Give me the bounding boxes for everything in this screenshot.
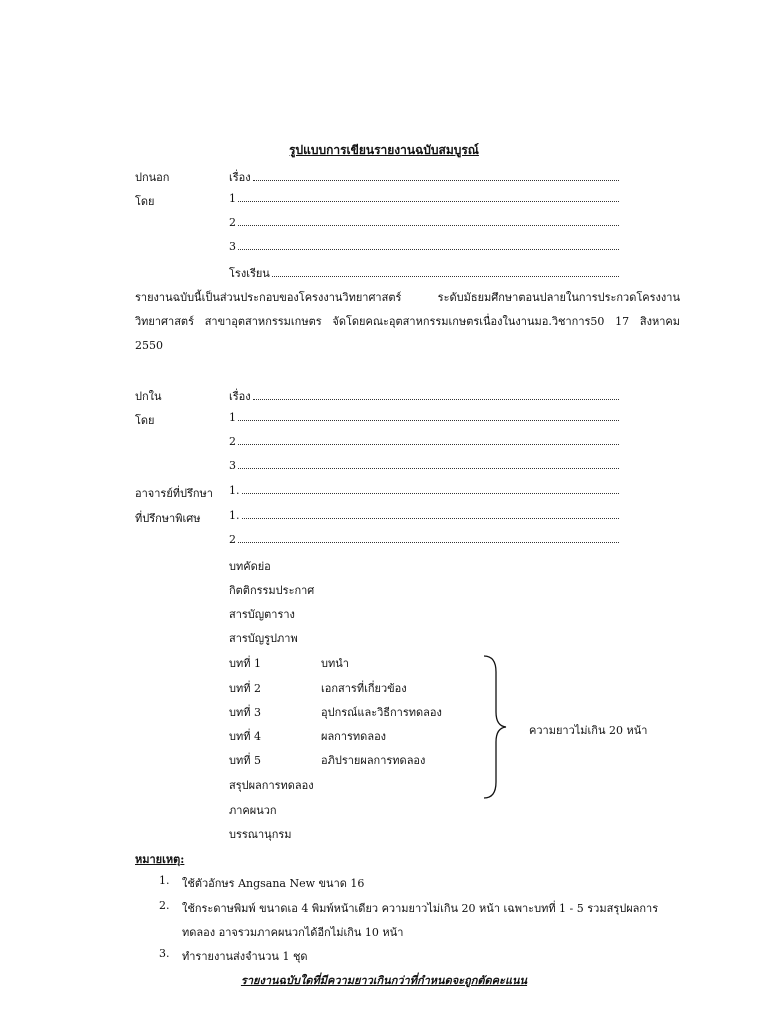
note-1-number: 1. — [159, 874, 170, 887]
inner-cover-label: ปกใน — [135, 390, 162, 403]
member-number: 2 — [229, 216, 236, 229]
special-advisor-number: 2 — [229, 533, 236, 546]
chapter-4-number: บทที่ 4 — [229, 730, 261, 743]
outer-member-1 — [229, 192, 619, 205]
outer-subject-label: เรื่อง — [229, 171, 251, 184]
chapter-1-title: บทนำ — [321, 657, 349, 670]
section-acknowledgement: กิตติกรรมประกาศ — [229, 584, 315, 597]
inner-member-1 — [229, 411, 619, 424]
section-table-list: สารบัญตาราง — [229, 608, 295, 621]
note-1-text: ใช้ตัวอักษร Angsana New ขนาด 16 — [182, 877, 365, 890]
outer-subject-field — [229, 168, 619, 186]
dotted-line — [272, 267, 619, 277]
dotted-line — [242, 509, 620, 519]
outer-school-field — [229, 264, 619, 282]
special-advisor-2 — [229, 533, 619, 546]
footer-warning: รายงานฉบับใดที่มีความยาวเกินกว่าที่กำหนดจะถูกตัดคะแนน — [240, 974, 528, 987]
chapter-4-title: ผลการทดลอง — [321, 730, 387, 743]
chapter-5-title: อภิปรายผลการทดลอง — [321, 754, 426, 767]
notes-title: หมายเหตุ: — [135, 853, 185, 866]
inner-member-3 — [229, 459, 619, 472]
dotted-line — [238, 240, 619, 250]
dotted-line — [253, 390, 619, 400]
member-number: 1 — [229, 411, 236, 424]
note-3-text: ทำรายงานส่งจำนวน 1 ชุด — [182, 950, 308, 963]
chapter-1-number: บทที่ 1 — [229, 657, 261, 670]
outer-by-label: โดย — [135, 195, 155, 208]
advisor-number: 1. — [229, 484, 240, 497]
statement-paragraph: รายงานฉบับนี้เป็นส่วนประกอบของโครงงานวิทยาศาสตร์ ระดับมัธยมศึกษาตอนปลายในการประกวดโครงงานวิทยาศาสตร์ สาขาอุตสาหกรรมเกษตร จัดโดยคณะอุตสาหกรรมเกษตรเนื่องในงานมอ.วิชาการ50 17 สิงหาคม 2550 — [135, 291, 680, 352]
chapter-2-number: บทที่ 2 — [229, 682, 261, 695]
member-number: 1 — [229, 192, 236, 205]
section-conclusion: สรุปผลการทดลอง — [229, 779, 314, 792]
chapter-2-title: เอกสารที่เกี่ยวข้อง — [321, 682, 407, 695]
dotted-line — [238, 192, 619, 202]
dotted-line — [238, 459, 619, 469]
note-2-text: ใช้กระดาษพิมพ์ ขนาดเอ 4 พิมพ์หน้าเดียว ความยาวไม่เกิน 20 หน้า เฉพาะบทที่ 1 - 5 รวมสรุปผลการ — [182, 902, 659, 915]
dotted-line — [253, 171, 619, 181]
curly-brace-icon — [480, 652, 510, 802]
inner-by-label: โดย — [135, 414, 155, 427]
member-number: 2 — [229, 435, 236, 448]
member-number: 3 — [229, 240, 236, 253]
special-advisor-number: 1. — [229, 509, 240, 522]
inner-subject-label: เรื่อง — [229, 390, 251, 403]
document-title: รูปแบบการเขียนรายงานฉบับสมบูรณ์ — [289, 143, 479, 157]
section-bibliography: บรรณานุกรม — [229, 828, 292, 841]
chapter-5-number: บทที่ 5 — [229, 754, 261, 767]
dotted-line — [238, 435, 619, 445]
dotted-line — [238, 533, 619, 543]
outer-cover-label: ปกนอก — [135, 171, 170, 184]
page-limit-note: ความยาวไม่เกิน 20 หน้า — [529, 724, 648, 737]
section-appendix: ภาคผนวก — [229, 804, 277, 817]
note-2-number: 2. — [159, 899, 170, 912]
school-label: โรงเรียน — [229, 267, 270, 280]
dotted-line — [242, 484, 620, 494]
advisor-1 — [229, 484, 619, 497]
special-advisor-label: ที่ปรึกษาพิเศษ — [135, 512, 201, 525]
outer-member-3 — [229, 240, 619, 253]
advisor-label: อาจารย์ที่ปรึกษา — [135, 487, 213, 500]
chapter-3-title: อุปกรณ์และวิธีการทดลอง — [321, 706, 442, 719]
dotted-line — [238, 411, 619, 421]
inner-subject-field — [229, 387, 619, 405]
section-abstract: บทคัดย่อ — [229, 560, 271, 573]
member-number: 3 — [229, 459, 236, 472]
section-figure-list: สารบัญรูปภาพ — [229, 632, 298, 645]
note-2-continuation: ทดลอง อาจรวมภาคผนวกได้อีกไม่เกิน 10 หน้า — [182, 926, 404, 939]
dotted-line — [238, 216, 619, 226]
outer-member-2 — [229, 216, 619, 229]
note-3-number: 3. — [159, 947, 170, 960]
chapter-3-number: บทที่ 3 — [229, 706, 261, 719]
inner-member-2 — [229, 435, 619, 448]
special-advisor-1 — [229, 509, 619, 522]
